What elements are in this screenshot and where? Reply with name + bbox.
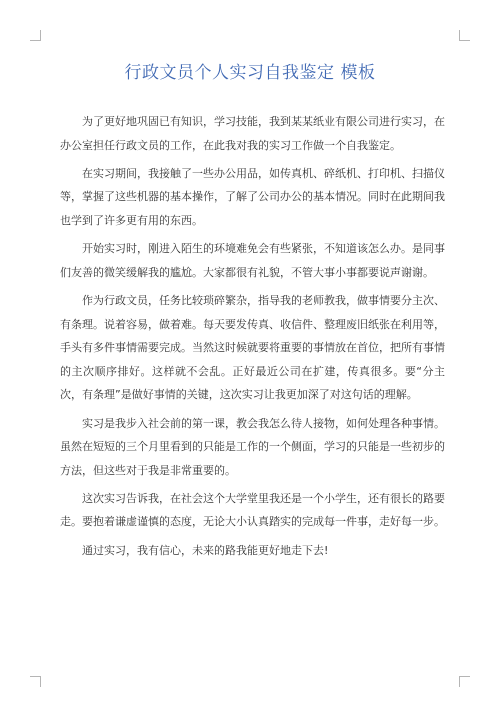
crop-mark-top-right [459,30,470,41]
paragraph: 实习是我步入社会前的第一课，教会我怎么待人接物，如何处理各种事情。虽然在短短的三个月里看到的只能是工作的一个侧面，学习的只能是一些初步的方法，但这些对于我是非常重要的。 [60,416,445,477]
document-body [60,110,445,567]
crop-mark-top-left [30,30,41,41]
paragraph: 为了更好地巩固已有知识，学习技能，我到某某纸业有限公司进行实习，在办公室担任行政文员的工作，在此我对我的实习工作做一个自我鉴定。 [60,115,445,152]
crop-mark-bottom-left [30,676,41,687]
paragraph: 作为行政文员，任务比较琐碎繁杂，指导我的老师教我，做事情要分主次、有条理。说着容易，做着难。每天要发传真、收信件、整理废旧纸张在利用等，手头有多件事情需要完成。当然这时候就要将重要的事情放在首位，把所有事情的主次顺序排好。这样就不会乱。正好最近公司在扩建，传真很多。要“分主次，有条理”是做好事情的关键，这次实习让我更加深了对这句话的理解。 [60,293,445,402]
paragraph: 这次实习告诉我，在社会这个大学堂里我还是一个小学生，还有很长的路要走。要抱着谦虚谨慎的态度，无论大小认真踏实的完成每一件事，走好每一步。 [60,491,445,529]
crop-mark-bottom-right [459,676,470,687]
paragraph: 开始实习时，刚进入陌生的环境难免会有些紧张，不知道该怎么办。是同事们友善的微笑缓解我的尴尬。大家都很有礼貌，不管大事小事都要说声谢谢。 [60,242,445,279]
paragraph: 在实习期间，我接触了一些办公用品，如传真机、碎纸机、打印机、扫描仪等，掌握了这些机器的基本操作，了解了公司办公的基本情况。同时在此期间我也学到了许多更有用的东西。 [60,166,445,227]
document-title: 行政文员个人实习自我鉴定 模板 [124,63,376,83]
paragraph: 通过实习，我有信心，未来的路我能更好地走下去! [82,543,329,557]
